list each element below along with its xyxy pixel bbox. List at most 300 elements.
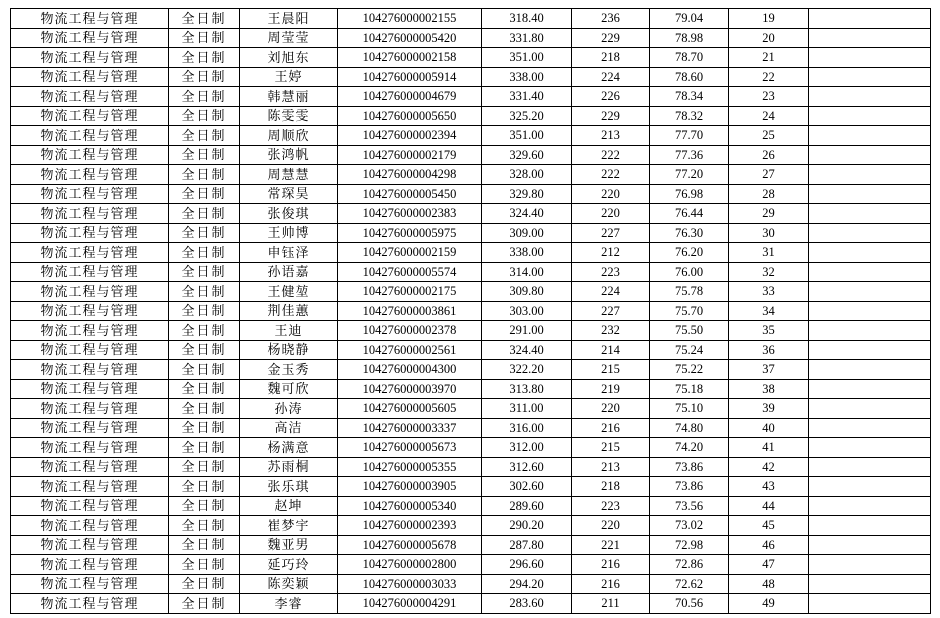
cell-note	[809, 477, 931, 497]
table-row	[11, 321, 931, 341]
cell-weighted-total: 73.56	[650, 496, 729, 516]
cell-note	[809, 223, 931, 243]
cell-initial-score: 331.80	[482, 28, 572, 48]
cell-study-mode: 全日制	[169, 379, 240, 399]
table-row	[11, 360, 931, 380]
table-row	[11, 223, 931, 243]
cell-name: 周慧慧	[240, 165, 338, 185]
cell-retest-score: 216	[572, 418, 650, 438]
cell-program: 物流工程与管理	[11, 360, 169, 380]
cell-study-mode: 全日制	[169, 204, 240, 224]
cell-study-mode: 全日制	[169, 360, 240, 380]
cell-note	[809, 574, 931, 594]
cell-retest-score: 232	[572, 321, 650, 341]
cell-retest-score: 218	[572, 48, 650, 68]
cell-name: 崔梦宇	[240, 516, 338, 536]
cell-program: 物流工程与管理	[11, 399, 169, 419]
cell-candidate-id: 104276000005678	[338, 535, 482, 555]
cell-note	[809, 106, 931, 126]
cell-candidate-id: 104276000002378	[338, 321, 482, 341]
cell-program: 物流工程与管理	[11, 204, 169, 224]
cell-initial-score: 296.60	[482, 555, 572, 575]
cell-retest-score: 220	[572, 184, 650, 204]
cell-retest-score: 220	[572, 204, 650, 224]
cell-candidate-id: 104276000004291	[338, 594, 482, 614]
cell-candidate-id: 104276000003337	[338, 418, 482, 438]
cell-program: 物流工程与管理	[11, 555, 169, 575]
cell-program: 物流工程与管理	[11, 321, 169, 341]
table-row	[11, 555, 931, 575]
cell-rank: 47	[729, 555, 809, 575]
cell-candidate-id: 104276000002159	[338, 243, 482, 263]
cell-note	[809, 418, 931, 438]
cell-candidate-id: 104276000004679	[338, 87, 482, 107]
cell-program: 物流工程与管理	[11, 594, 169, 614]
cell-study-mode: 全日制	[169, 418, 240, 438]
cell-weighted-total: 73.02	[650, 516, 729, 536]
cell-program: 物流工程与管理	[11, 184, 169, 204]
cell-study-mode: 全日制	[169, 457, 240, 477]
cell-initial-score: 329.60	[482, 145, 572, 165]
cell-study-mode: 全日制	[169, 165, 240, 185]
cell-note	[809, 28, 931, 48]
cell-retest-score: 220	[572, 516, 650, 536]
table-row	[11, 594, 931, 614]
cell-rank: 29	[729, 204, 809, 224]
cell-study-mode: 全日制	[169, 243, 240, 263]
cell-retest-score: 221	[572, 535, 650, 555]
cell-study-mode: 全日制	[169, 496, 240, 516]
cell-rank: 40	[729, 418, 809, 438]
cell-candidate-id: 104276000005673	[338, 438, 482, 458]
cell-note	[809, 535, 931, 555]
cell-program: 物流工程与管理	[11, 145, 169, 165]
cell-weighted-total: 74.80	[650, 418, 729, 438]
cell-weighted-total: 76.44	[650, 204, 729, 224]
cell-name: 王婷	[240, 67, 338, 87]
table-row	[11, 516, 931, 536]
cell-note	[809, 457, 931, 477]
cell-weighted-total: 75.24	[650, 340, 729, 360]
cell-initial-score: 322.20	[482, 360, 572, 380]
cell-program: 物流工程与管理	[11, 438, 169, 458]
cell-retest-score: 218	[572, 477, 650, 497]
cell-note	[809, 48, 931, 68]
table-row	[11, 106, 931, 126]
table-row	[11, 340, 931, 360]
cell-study-mode: 全日制	[169, 477, 240, 497]
cell-name: 周顺欣	[240, 126, 338, 146]
cell-rank: 41	[729, 438, 809, 458]
table-row	[11, 204, 931, 224]
cell-program: 物流工程与管理	[11, 477, 169, 497]
cell-weighted-total: 72.98	[650, 535, 729, 555]
cell-note	[809, 360, 931, 380]
table-row	[11, 496, 931, 516]
cell-weighted-total: 76.00	[650, 262, 729, 282]
cell-candidate-id: 104276000004300	[338, 360, 482, 380]
cell-study-mode: 全日制	[169, 223, 240, 243]
cell-weighted-total: 75.18	[650, 379, 729, 399]
cell-program: 物流工程与管理	[11, 574, 169, 594]
cell-rank: 43	[729, 477, 809, 497]
cell-rank: 37	[729, 360, 809, 380]
cell-note	[809, 87, 931, 107]
table-row	[11, 399, 931, 419]
table-row	[11, 67, 931, 87]
cell-weighted-total: 78.34	[650, 87, 729, 107]
table-row	[11, 535, 931, 555]
cell-retest-score: 212	[572, 243, 650, 263]
table-row	[11, 126, 931, 146]
cell-program: 物流工程与管理	[11, 106, 169, 126]
cell-candidate-id: 104276000002393	[338, 516, 482, 536]
table-row	[11, 418, 931, 438]
cell-initial-score: 314.00	[482, 262, 572, 282]
cell-study-mode: 全日制	[169, 321, 240, 341]
cell-initial-score: 312.00	[482, 438, 572, 458]
cell-rank: 32	[729, 262, 809, 282]
cell-initial-score: 289.60	[482, 496, 572, 516]
cell-note	[809, 262, 931, 282]
cell-program: 物流工程与管理	[11, 165, 169, 185]
cell-candidate-id: 104276000003970	[338, 379, 482, 399]
cell-name: 王晨阳	[240, 9, 338, 29]
table-row	[11, 165, 931, 185]
cell-candidate-id: 104276000005650	[338, 106, 482, 126]
cell-initial-score: 291.00	[482, 321, 572, 341]
cell-rank: 31	[729, 243, 809, 263]
cell-candidate-id: 104276000003905	[338, 477, 482, 497]
cell-study-mode: 全日制	[169, 126, 240, 146]
cell-retest-score: 220	[572, 399, 650, 419]
cell-initial-score: 338.00	[482, 67, 572, 87]
table-row	[11, 438, 931, 458]
cell-name: 刘旭东	[240, 48, 338, 68]
cell-candidate-id: 104276000005574	[338, 262, 482, 282]
cell-weighted-total: 78.98	[650, 28, 729, 48]
cell-name: 申钰泽	[240, 243, 338, 263]
cell-retest-score: 219	[572, 379, 650, 399]
cell-study-mode: 全日制	[169, 574, 240, 594]
score-table-body	[11, 9, 931, 614]
cell-name: 魏亚男	[240, 535, 338, 555]
cell-name: 陈雯雯	[240, 106, 338, 126]
table-row	[11, 379, 931, 399]
cell-program: 物流工程与管理	[11, 282, 169, 302]
cell-initial-score: 328.00	[482, 165, 572, 185]
cell-study-mode: 全日制	[169, 87, 240, 107]
cell-initial-score: 331.40	[482, 87, 572, 107]
cell-rank: 20	[729, 28, 809, 48]
cell-name: 杨晓静	[240, 340, 338, 360]
cell-rank: 48	[729, 574, 809, 594]
cell-weighted-total: 77.70	[650, 126, 729, 146]
table-row	[11, 457, 931, 477]
cell-rank: 33	[729, 282, 809, 302]
score-table	[10, 8, 931, 614]
cell-candidate-id: 104276000005605	[338, 399, 482, 419]
cell-initial-score: 316.00	[482, 418, 572, 438]
cell-program: 物流工程与管理	[11, 516, 169, 536]
table-row	[11, 301, 931, 321]
cell-weighted-total: 76.98	[650, 184, 729, 204]
cell-name: 延巧玲	[240, 555, 338, 575]
cell-candidate-id: 104276000002394	[338, 126, 482, 146]
cell-retest-score: 227	[572, 301, 650, 321]
cell-candidate-id: 104276000005355	[338, 457, 482, 477]
cell-rank: 19	[729, 9, 809, 29]
cell-rank: 30	[729, 223, 809, 243]
cell-weighted-total: 78.60	[650, 67, 729, 87]
table-row	[11, 87, 931, 107]
table-row	[11, 477, 931, 497]
cell-weighted-total: 72.62	[650, 574, 729, 594]
cell-weighted-total: 78.70	[650, 48, 729, 68]
cell-note	[809, 438, 931, 458]
cell-candidate-id: 104276000002800	[338, 555, 482, 575]
cell-weighted-total: 79.04	[650, 9, 729, 29]
cell-name: 孙语嘉	[240, 262, 338, 282]
cell-name: 高洁	[240, 418, 338, 438]
cell-retest-score: 226	[572, 87, 650, 107]
cell-note	[809, 321, 931, 341]
cell-candidate-id: 104276000005975	[338, 223, 482, 243]
cell-candidate-id: 104276000003033	[338, 574, 482, 594]
cell-initial-score: 351.00	[482, 126, 572, 146]
cell-initial-score: 294.20	[482, 574, 572, 594]
cell-note	[809, 184, 931, 204]
cell-study-mode: 全日制	[169, 594, 240, 614]
cell-candidate-id: 104276000005340	[338, 496, 482, 516]
cell-initial-score: 338.00	[482, 243, 572, 263]
cell-program: 物流工程与管理	[11, 418, 169, 438]
cell-initial-score: 287.80	[482, 535, 572, 555]
cell-program: 物流工程与管理	[11, 301, 169, 321]
cell-program: 物流工程与管理	[11, 126, 169, 146]
cell-note	[809, 243, 931, 263]
cell-note	[809, 496, 931, 516]
cell-retest-score: 236	[572, 9, 650, 29]
cell-program: 物流工程与管理	[11, 243, 169, 263]
cell-note	[809, 379, 931, 399]
cell-retest-score: 229	[572, 28, 650, 48]
cell-initial-score: 283.60	[482, 594, 572, 614]
cell-note	[809, 67, 931, 87]
cell-weighted-total: 75.10	[650, 399, 729, 419]
cell-note	[809, 145, 931, 165]
cell-study-mode: 全日制	[169, 438, 240, 458]
cell-retest-score: 211	[572, 594, 650, 614]
cell-retest-score: 213	[572, 126, 650, 146]
cell-initial-score: 351.00	[482, 48, 572, 68]
cell-study-mode: 全日制	[169, 184, 240, 204]
cell-name: 常琛昊	[240, 184, 338, 204]
cell-program: 物流工程与管理	[11, 87, 169, 107]
cell-retest-score: 223	[572, 496, 650, 516]
table-row	[11, 48, 931, 68]
table-row	[11, 574, 931, 594]
cell-study-mode: 全日制	[169, 340, 240, 360]
cell-program: 物流工程与管理	[11, 496, 169, 516]
cell-rank: 34	[729, 301, 809, 321]
cell-weighted-total: 72.86	[650, 555, 729, 575]
cell-weighted-total: 75.70	[650, 301, 729, 321]
cell-weighted-total: 75.22	[650, 360, 729, 380]
cell-rank: 26	[729, 145, 809, 165]
cell-rank: 46	[729, 535, 809, 555]
cell-retest-score: 215	[572, 360, 650, 380]
cell-rank: 45	[729, 516, 809, 536]
cell-candidate-id: 104276000002158	[338, 48, 482, 68]
cell-study-mode: 全日制	[169, 516, 240, 536]
cell-retest-score: 224	[572, 67, 650, 87]
cell-program: 物流工程与管理	[11, 9, 169, 29]
cell-study-mode: 全日制	[169, 535, 240, 555]
cell-weighted-total: 74.20	[650, 438, 729, 458]
cell-study-mode: 全日制	[169, 145, 240, 165]
table-row	[11, 145, 931, 165]
cell-rank: 22	[729, 67, 809, 87]
cell-weighted-total: 76.20	[650, 243, 729, 263]
cell-weighted-total: 70.56	[650, 594, 729, 614]
cell-name: 杨满意	[240, 438, 338, 458]
cell-weighted-total: 75.50	[650, 321, 729, 341]
table-row	[11, 28, 931, 48]
cell-rank: 24	[729, 106, 809, 126]
cell-program: 物流工程与管理	[11, 28, 169, 48]
cell-initial-score: 309.80	[482, 282, 572, 302]
cell-note	[809, 301, 931, 321]
cell-name: 张俊琪	[240, 204, 338, 224]
cell-note	[809, 340, 931, 360]
cell-program: 物流工程与管理	[11, 379, 169, 399]
cell-name: 王健堃	[240, 282, 338, 302]
cell-candidate-id: 104276000004298	[338, 165, 482, 185]
cell-study-mode: 全日制	[169, 28, 240, 48]
cell-program: 物流工程与管理	[11, 457, 169, 477]
cell-name: 魏可欣	[240, 379, 338, 399]
cell-study-mode: 全日制	[169, 262, 240, 282]
cell-name: 韩慧丽	[240, 87, 338, 107]
cell-name: 王帅博	[240, 223, 338, 243]
cell-initial-score: 329.80	[482, 184, 572, 204]
cell-rank: 23	[729, 87, 809, 107]
cell-rank: 38	[729, 379, 809, 399]
cell-weighted-total: 78.32	[650, 106, 729, 126]
table-row	[11, 282, 931, 302]
cell-note	[809, 126, 931, 146]
cell-note	[809, 282, 931, 302]
cell-rank: 42	[729, 457, 809, 477]
cell-note	[809, 165, 931, 185]
cell-weighted-total: 77.20	[650, 165, 729, 185]
cell-retest-score: 222	[572, 165, 650, 185]
cell-rank: 49	[729, 594, 809, 614]
cell-study-mode: 全日制	[169, 399, 240, 419]
cell-retest-score: 215	[572, 438, 650, 458]
cell-candidate-id: 104276000002155	[338, 9, 482, 29]
cell-initial-score: 318.40	[482, 9, 572, 29]
cell-rank: 21	[729, 48, 809, 68]
cell-name: 荆佳蕙	[240, 301, 338, 321]
cell-retest-score: 216	[572, 574, 650, 594]
cell-initial-score: 324.40	[482, 204, 572, 224]
cell-study-mode: 全日制	[169, 555, 240, 575]
cell-retest-score: 222	[572, 145, 650, 165]
cell-weighted-total: 77.36	[650, 145, 729, 165]
cell-note	[809, 399, 931, 419]
cell-candidate-id: 104276000002175	[338, 282, 482, 302]
cell-retest-score: 216	[572, 555, 650, 575]
cell-retest-score: 229	[572, 106, 650, 126]
cell-rank: 44	[729, 496, 809, 516]
cell-rank: 28	[729, 184, 809, 204]
cell-initial-score: 312.60	[482, 457, 572, 477]
cell-candidate-id: 104276000002179	[338, 145, 482, 165]
cell-initial-score: 302.60	[482, 477, 572, 497]
cell-program: 物流工程与管理	[11, 535, 169, 555]
cell-rank: 39	[729, 399, 809, 419]
cell-note	[809, 516, 931, 536]
cell-name: 张乐琪	[240, 477, 338, 497]
cell-note	[809, 9, 931, 29]
cell-weighted-total: 75.78	[650, 282, 729, 302]
cell-candidate-id: 104276000003861	[338, 301, 482, 321]
cell-program: 物流工程与管理	[11, 48, 169, 68]
cell-initial-score: 324.40	[482, 340, 572, 360]
cell-weighted-total: 73.86	[650, 477, 729, 497]
cell-initial-score: 313.80	[482, 379, 572, 399]
cell-initial-score: 309.00	[482, 223, 572, 243]
table-row	[11, 9, 931, 29]
cell-candidate-id: 104276000005420	[338, 28, 482, 48]
cell-weighted-total: 73.86	[650, 457, 729, 477]
cell-program: 物流工程与管理	[11, 67, 169, 87]
cell-name: 张鸿帆	[240, 145, 338, 165]
cell-rank: 25	[729, 126, 809, 146]
cell-program: 物流工程与管理	[11, 223, 169, 243]
cell-study-mode: 全日制	[169, 106, 240, 126]
cell-retest-score: 224	[572, 282, 650, 302]
cell-program: 物流工程与管理	[11, 340, 169, 360]
cell-name: 陈奕颖	[240, 574, 338, 594]
cell-candidate-id: 104276000002561	[338, 340, 482, 360]
cell-name: 孙涛	[240, 399, 338, 419]
cell-retest-score: 227	[572, 223, 650, 243]
cell-candidate-id: 104276000005450	[338, 184, 482, 204]
cell-candidate-id: 104276000005914	[338, 67, 482, 87]
cell-study-mode: 全日制	[169, 67, 240, 87]
table-row	[11, 184, 931, 204]
cell-rank: 35	[729, 321, 809, 341]
cell-name: 苏雨桐	[240, 457, 338, 477]
cell-program: 物流工程与管理	[11, 262, 169, 282]
cell-name: 赵坤	[240, 496, 338, 516]
cell-retest-score: 214	[572, 340, 650, 360]
cell-study-mode: 全日制	[169, 48, 240, 68]
cell-initial-score: 303.00	[482, 301, 572, 321]
cell-name: 李睿	[240, 594, 338, 614]
table-row	[11, 262, 931, 282]
cell-rank: 36	[729, 340, 809, 360]
cell-note	[809, 594, 931, 614]
cell-study-mode: 全日制	[169, 301, 240, 321]
cell-initial-score: 325.20	[482, 106, 572, 126]
cell-note	[809, 204, 931, 224]
cell-study-mode: 全日制	[169, 9, 240, 29]
cell-note	[809, 555, 931, 575]
